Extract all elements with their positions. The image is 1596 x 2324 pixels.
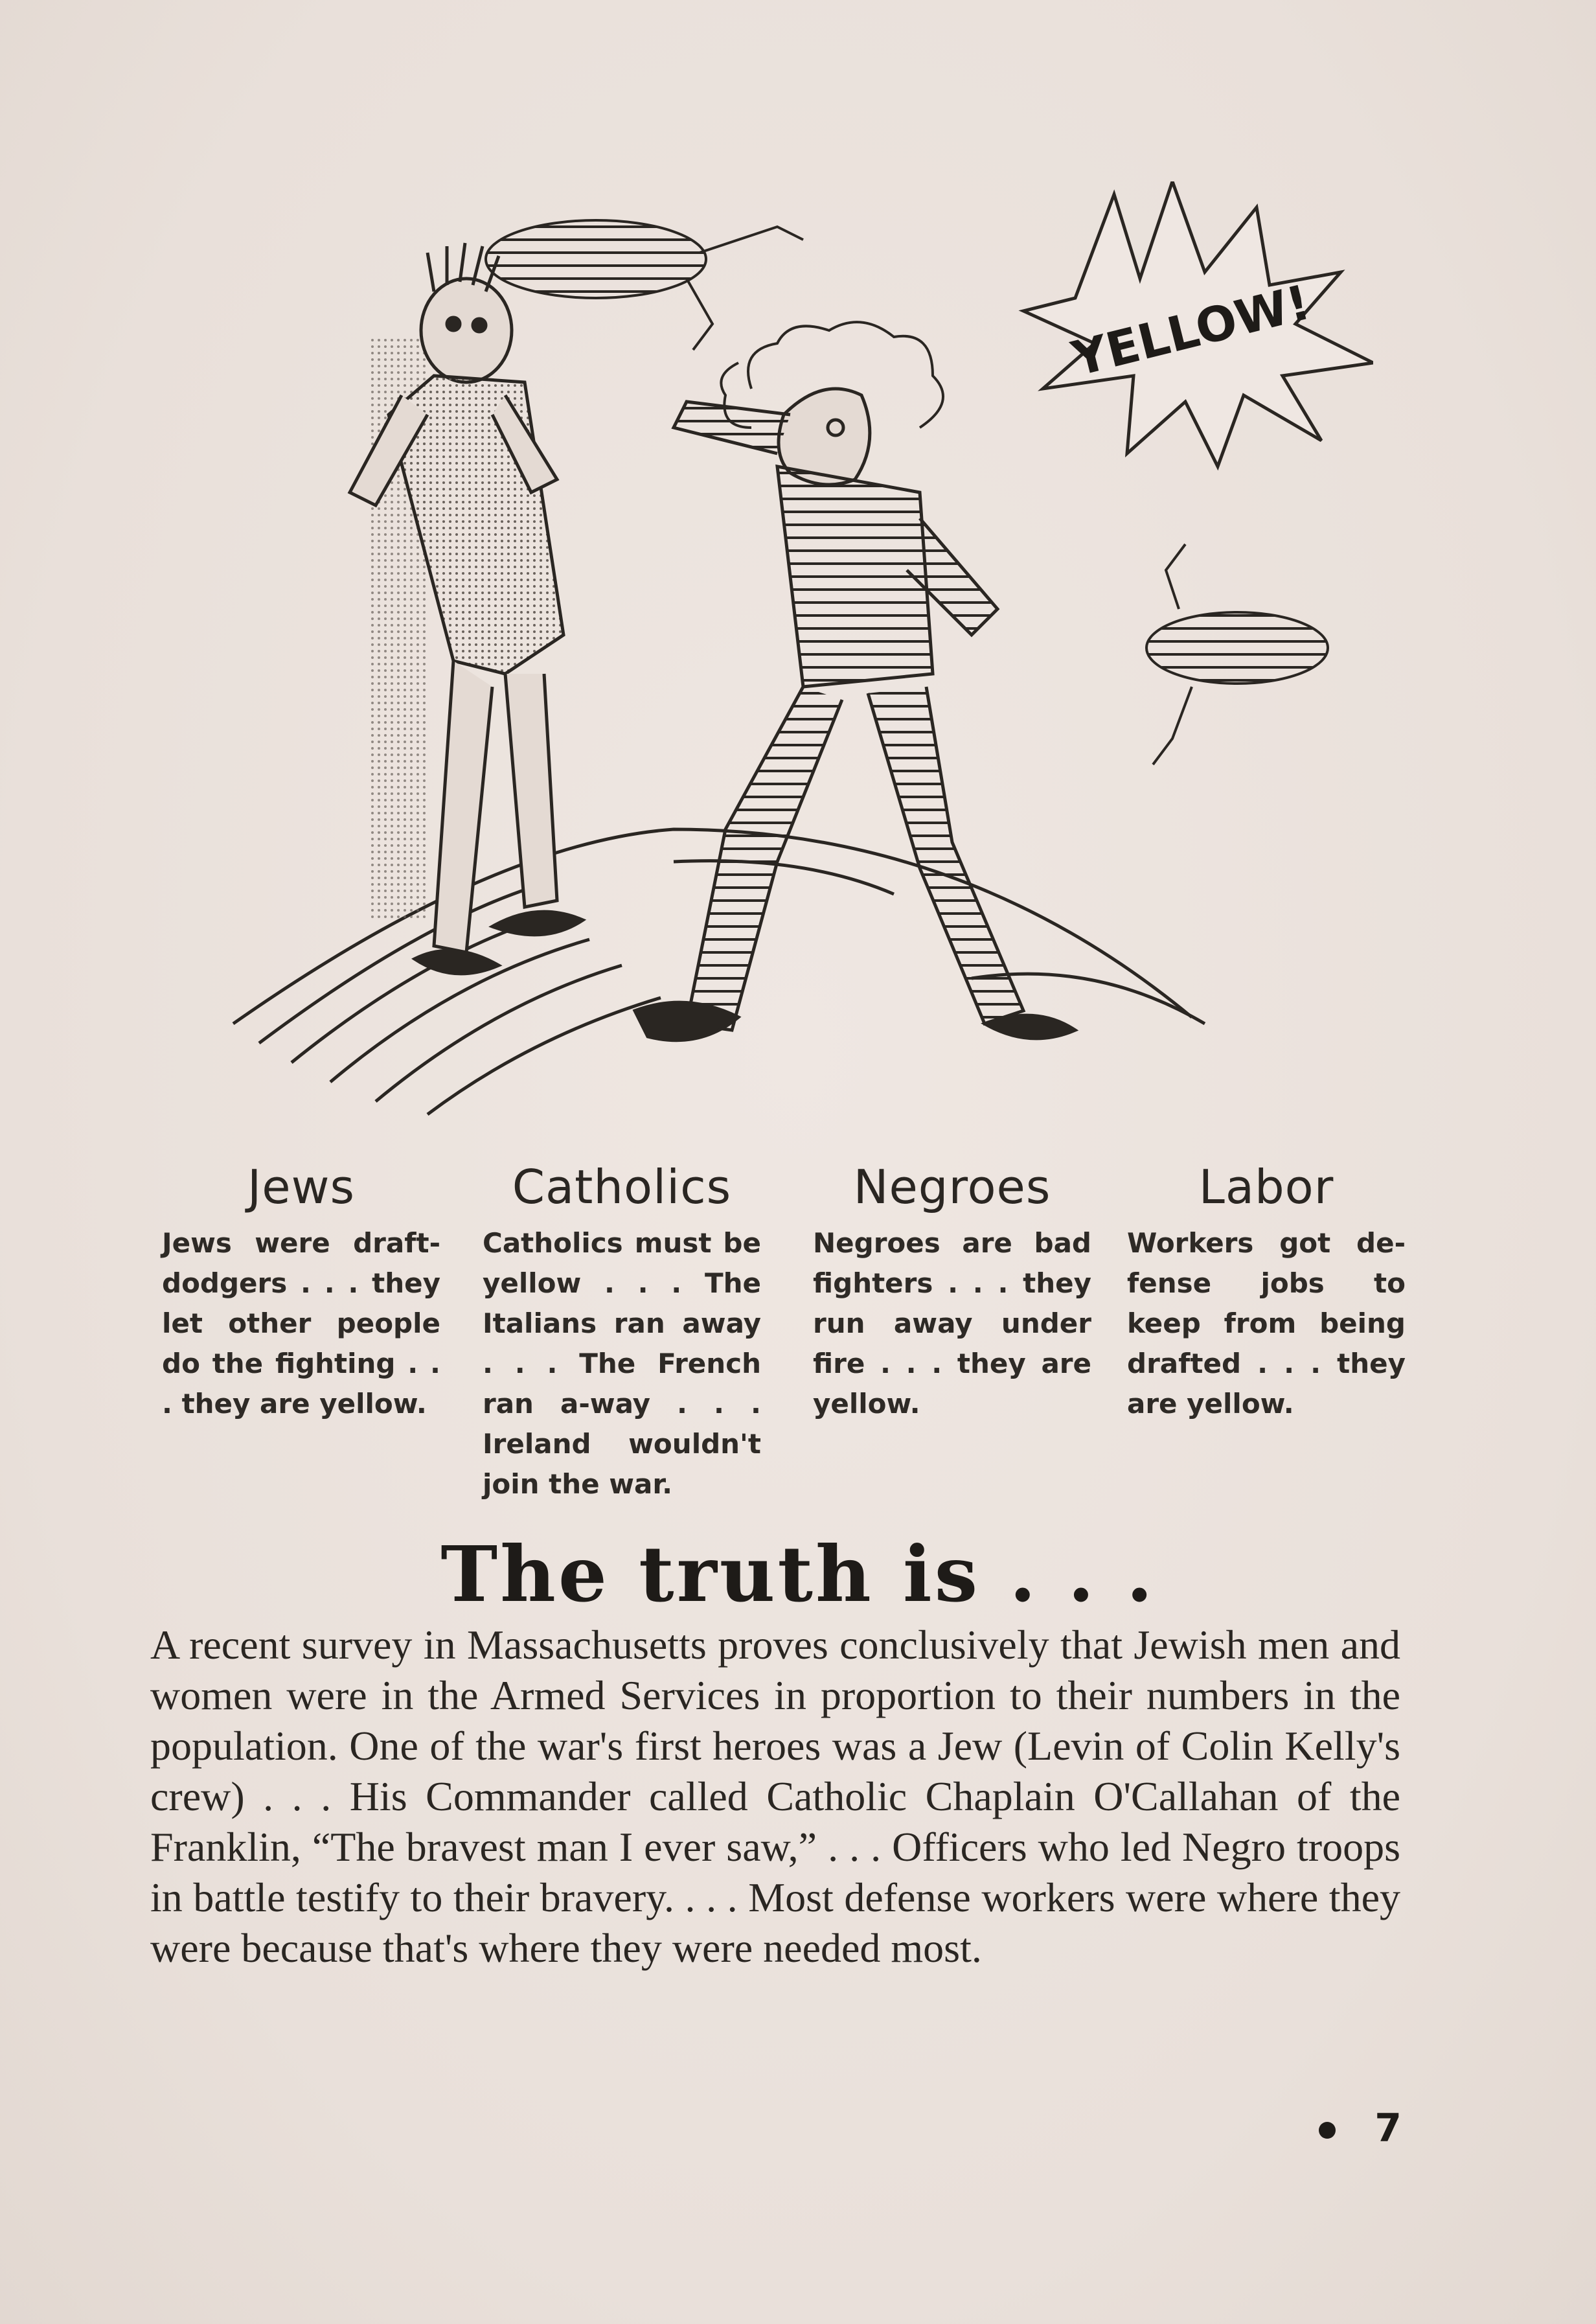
page-number-value: 7: [1374, 2106, 1402, 2151]
column-heading: Negroes: [853, 1160, 1051, 1214]
column-heading: Jews: [247, 1160, 355, 1214]
page-number: [1319, 2106, 1402, 2151]
column-text: Workers got de-fense jobs to keep from being drafted . . . they are yellow.: [1127, 1227, 1406, 1420]
column-labor: [1127, 1160, 1406, 1424]
truth-body: A recent survey in Massachusetts proves conclusively that Jewish men and women were in the Armed Services in proportion to their numbers in the population. One of the war's first heroes was a Jew (Levin of Colin Kelly's crew) . . . His Commander called Catholic Chaplain O'Callahan of the Franklin, “The bravest man I ever saw,” . . . Officers who led Negro troops in battle testify to their bravery. . . . Most defense workers were where they were because that's where they were needed most.: [150, 1622, 1400, 1971]
cartoon-illustration: [220, 181, 1373, 1140]
column-heading: Labor: [1198, 1160, 1334, 1214]
yellow-burst: [1023, 181, 1373, 466]
truth-heading: The truth is . . .: [440, 1529, 1156, 1619]
column-jews: [162, 1160, 440, 1424]
bullet-icon: [1319, 2122, 1336, 2139]
column-negroes: [813, 1160, 1091, 1424]
myth-columns: [155, 1160, 1425, 1523]
column-text: Catholics must be yellow . . . The Italians ran away . . . The French ran a-way . . . Ireland wouldn't join the war.: [483, 1227, 761, 1500]
column-heading: Catholics: [512, 1160, 732, 1214]
yellow-burst-text: YELLOW!: [1067, 274, 1316, 387]
column-catholics: [483, 1160, 761, 1504]
accusing-figure: [635, 389, 1075, 1041]
striped-splatter-right: [1146, 544, 1328, 765]
striped-splatter-top: [486, 220, 803, 350]
column-text: Negroes are bad fighters . . . they run away under fire . . . they are yellow.: [813, 1227, 1091, 1420]
column-text: Jews were draft-dodgers . . . they let other people do the fighting . . . they are yellow.: [162, 1227, 440, 1420]
